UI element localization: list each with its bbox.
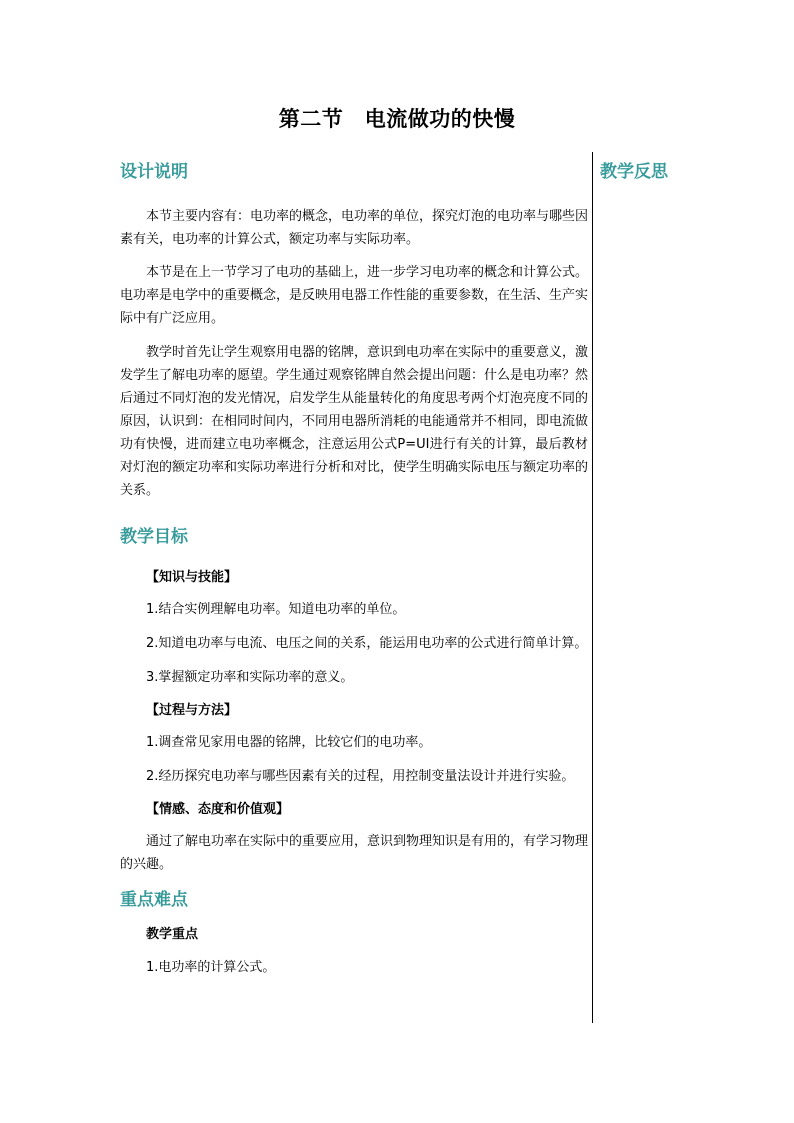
emotion-label: 【情感、态度和价值观】 xyxy=(146,802,290,817)
column-divider xyxy=(592,152,593,1023)
design-paragraph: 本节主要内容有：电功率的概念，电功率的单位，探究灯泡的电功率与哪些因素有关，电功率的计算公式，额定功率与实际功率。 xyxy=(120,209,589,247)
page-title: 第二节 电流做功的快慢 xyxy=(278,106,516,131)
process-label: 【过程与方法】 xyxy=(146,703,238,718)
emotion-item: 通过了解电功率在实际中的重要应用，意识到物理知识是有用的，有学习物理的兴趣。 xyxy=(120,834,589,872)
knowledge-item: 1.结合实例理解电功率。知道电功率的单位。 xyxy=(146,602,406,617)
design-paragraph: 教学时首先让学生观察用电器的铭牌，意识到电功率在实际中的重要意义，激发学生了解电功率的愿望。学生通过观察铭牌自然会提出问题：什么是电功率？然后通过不同灯泡的发光情况，启发学生从能量转化的角度思考两个灯泡亮度不同的原因，认识到：在相同时间内，不同用电器所消耗的电能通常并不相同，即电流做功有快慢，进而建立电功率概念，注意运用公式P=UI进行有关的计算，最后教材对灯泡的额定功率和实际功率进行分析和对比，使学生明确实际电压与额定功率的关系。 xyxy=(120,345,589,498)
design-heading: 设计说明 xyxy=(120,162,188,182)
objectives-heading: 教学目标 xyxy=(120,527,188,547)
focus-label: 教学重点 xyxy=(146,927,199,942)
focus-item: 1.电功率的计算公式。 xyxy=(146,960,276,975)
main-column xyxy=(120,160,588,979)
knowledge-item: 3.掌握额定功率和实际功率的意义。 xyxy=(146,670,354,685)
process-item: 1.调查常见家用电器的铭牌，比较它们的电功率。 xyxy=(146,735,432,750)
knowledge-item: 2.知道电功率与电流、电压之间的关系，能运用电功率的公式进行简单计算。 xyxy=(146,636,588,651)
design-paragraph: 本节是在上一节学习了电功的基础上，进一步学习电功率的概念和计算公式。电功率是电学中的重要概念，是反映用电器工作性能的重要参数，在生活、生产实际中有广泛应用。 xyxy=(120,265,589,326)
key-points-heading: 重点难点 xyxy=(120,890,188,910)
reflection-heading: 教学反思 xyxy=(600,162,668,182)
reflection-column xyxy=(600,160,750,184)
process-item: 2.经历探究电功率与哪些因素有关的过程，用控制变量法设计并进行实验。 xyxy=(146,769,575,784)
knowledge-label: 【知识与技能】 xyxy=(146,570,238,585)
